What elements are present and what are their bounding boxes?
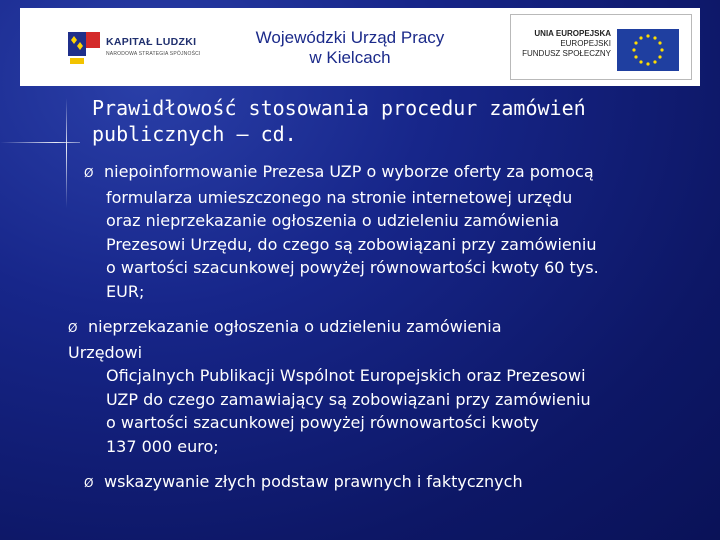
office-title-line-2: w Kielcach — [309, 48, 391, 67]
bullet-item-3 — [84, 470, 714, 496]
bullet-1-line: EUR; — [106, 281, 145, 301]
bullet-1-line: oraz nieprzekazanie ogłoszenia o udzieleniu zamówienia — [106, 211, 560, 230]
eu-flag-icon — [617, 29, 679, 71]
bullet-arrow-icon: Ø — [84, 476, 94, 490]
header-banner — [20, 8, 700, 86]
eu-line-3: FUNDUSZ SPOŁECZNY — [522, 49, 611, 58]
kapital-ludzki-subtitle: NARODOWA STRATEGIA SPÓJNOŚCI — [106, 51, 201, 57]
bullet-item-1 — [84, 160, 714, 303]
bullet-arrow-icon: Ø — [84, 166, 94, 180]
decorative-crosshair-horizontal — [0, 142, 80, 143]
office-title-line-1: Wojewódzki Urząd Pracy — [255, 28, 445, 47]
bullet-3-first-line: wskazywanie złych podstaw prawnych i faktycznych — [104, 472, 523, 491]
kapital-ludzki-logo — [42, 22, 212, 70]
bullet-2-line: 137 000 euro; — [106, 436, 219, 456]
decorative-crosshair-vertical — [66, 98, 67, 208]
slide-title-line-2: publicznych – cd. — [92, 122, 297, 146]
bullet-2-line: UZP do czego zamawiający są zobowiązani przy zamówieniu — [106, 389, 591, 409]
bullet-arrow-icon: Ø — [68, 321, 78, 335]
bullet-2-line: Oficjalnych Publikacji Wspólnot Europejskich oraz Prezesowi — [106, 366, 586, 385]
bullet-2-line: o wartości szacunkowej powyżej równowartości kwoty — [106, 413, 540, 432]
slide-body — [68, 160, 714, 496]
bullet-item-2 — [68, 315, 714, 458]
eu-logo — [510, 14, 692, 80]
bullet-1-first-line: niepoinformowanie Prezesa UZP o wyborze oferty za pomocą — [104, 162, 594, 181]
bullet-1-line: Prezesowi Urzędu, do czego są zobowiązani przy zamówieniu — [106, 234, 597, 254]
slide-title — [92, 95, 692, 147]
kapital-ludzki-logo-mark — [64, 26, 102, 66]
eu-line-1: UNIA EUROPEJSKA — [534, 29, 611, 38]
bullet-2-wrap: Urzędowi — [68, 342, 143, 362]
bullet-2-first-line: nieprzekazanie ogłoszenia o udzieleniu zamówienia — [88, 317, 502, 336]
eu-line-2: EUROPEJSKI — [560, 39, 611, 48]
office-title — [220, 28, 480, 68]
bullet-1-line: formularza umieszczonego na stronie internetowej urzędu — [106, 187, 573, 207]
kapital-ludzki-name: KAPITAŁ LUDZKI — [106, 36, 197, 48]
eu-logo-text — [517, 29, 611, 59]
bullet-1-line: o wartości szacunkowej powyżej równowartości kwoty 60 tys. — [106, 258, 599, 277]
slide-title-line-1: Prawidłowość stosowania procedur zamówień — [92, 96, 586, 120]
